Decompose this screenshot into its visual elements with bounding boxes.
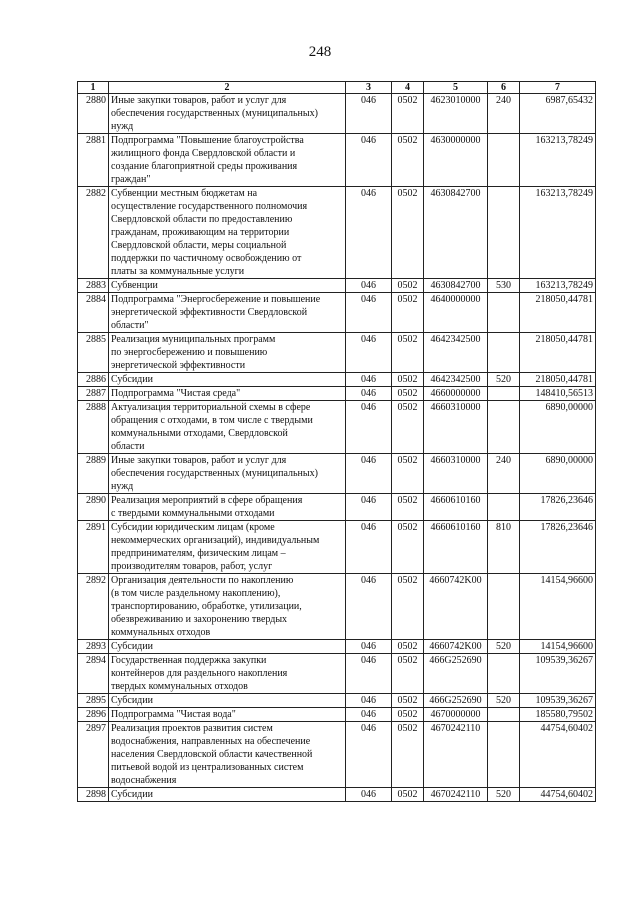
row-section-code: 0502 <box>392 722 424 788</box>
table-row <box>78 134 596 187</box>
row-code-3: 046 <box>346 401 392 454</box>
row-type-code: 520 <box>488 694 520 708</box>
row-amount: 17826,23646 <box>520 494 596 521</box>
row-amount: 109539,36267 <box>520 654 596 694</box>
row-section-code: 0502 <box>392 333 424 373</box>
row-target-code: 4640000000 <box>424 293 488 333</box>
table-row <box>78 722 596 788</box>
row-code-3: 046 <box>346 293 392 333</box>
row-type-code <box>488 654 520 694</box>
row-target-code: 4660310000 <box>424 454 488 494</box>
table-row <box>78 279 596 293</box>
row-section-code: 0502 <box>392 521 424 574</box>
table-row <box>78 373 596 387</box>
table-row <box>78 387 596 401</box>
table-row <box>78 521 596 574</box>
row-section-code: 0502 <box>392 708 424 722</box>
row-type-code <box>488 293 520 333</box>
row-code-3: 046 <box>346 373 392 387</box>
row-type-code: 520 <box>488 788 520 802</box>
table-row <box>78 694 596 708</box>
row-number: 2881 <box>78 134 109 187</box>
column-header-7: 7 <box>520 82 596 94</box>
row-type-code <box>488 387 520 401</box>
row-target-code: 4660742K00 <box>424 574 488 640</box>
row-target-code: 466G252690 <box>424 654 488 694</box>
row-target-code: 4660310000 <box>424 401 488 454</box>
row-amount: 218050,44781 <box>520 293 596 333</box>
row-type-code: 520 <box>488 373 520 387</box>
row-code-3: 046 <box>346 454 392 494</box>
row-target-code: 4660610160 <box>424 494 488 521</box>
table-row <box>78 454 596 494</box>
row-description: Подпрограмма "Чистая вода" <box>109 708 346 722</box>
column-header-5: 5 <box>424 82 488 94</box>
row-section-code: 0502 <box>392 694 424 708</box>
row-amount: 163213,78249 <box>520 279 596 293</box>
row-number: 2883 <box>78 279 109 293</box>
row-type-code <box>488 134 520 187</box>
column-header-3: 3 <box>346 82 392 94</box>
row-number: 2898 <box>78 788 109 802</box>
row-section-code: 0502 <box>392 293 424 333</box>
row-code-3: 046 <box>346 94 392 134</box>
row-description: Субвенции местным бюджетам на осуществление государственного полномочия Свердловской области по предоставлению гражданам, проживающим на территории Свердловской области, меры социальной поддержки по частичному освобождению от платы за коммунальные услуги <box>109 187 346 279</box>
row-number: 2891 <box>78 521 109 574</box>
row-section-code: 0502 <box>392 373 424 387</box>
table-row <box>78 574 596 640</box>
table-row <box>78 94 596 134</box>
row-amount: 6890,00000 <box>520 401 596 454</box>
column-header-6: 6 <box>488 82 520 94</box>
row-section-code: 0502 <box>392 94 424 134</box>
row-description: Субвенции <box>109 279 346 293</box>
row-type-code: 240 <box>488 94 520 134</box>
budget-table <box>77 81 596 802</box>
row-number: 2896 <box>78 708 109 722</box>
row-section-code: 0502 <box>392 574 424 640</box>
row-section-code: 0502 <box>392 454 424 494</box>
row-section-code: 0502 <box>392 654 424 694</box>
row-description: Реализация проектов развития систем водоснабжения, направленных на обеспечение населения Свердловской области качественной питьевой водой из централизованных систем водоснабжения <box>109 722 346 788</box>
row-type-code <box>488 333 520 373</box>
table-row <box>78 708 596 722</box>
row-number: 2884 <box>78 293 109 333</box>
row-target-code: 4670242110 <box>424 722 488 788</box>
table-row <box>78 494 596 521</box>
row-type-code: 810 <box>488 521 520 574</box>
row-number: 2882 <box>78 187 109 279</box>
row-target-code: 4660742K00 <box>424 640 488 654</box>
row-amount: 14154,96600 <box>520 640 596 654</box>
row-number: 2894 <box>78 654 109 694</box>
row-code-3: 046 <box>346 694 392 708</box>
row-number: 2890 <box>78 494 109 521</box>
row-code-3: 046 <box>346 640 392 654</box>
row-code-3: 046 <box>346 708 392 722</box>
row-target-code: 4630842700 <box>424 279 488 293</box>
row-target-code: 466G252690 <box>424 694 488 708</box>
row-number: 2893 <box>78 640 109 654</box>
row-description: Организация деятельности по накоплению (в том числе раздельному накоплению), транспортированию, обработке, утилизации, обезвреживанию и захоронению твердых коммунальных отходов <box>109 574 346 640</box>
row-section-code: 0502 <box>392 788 424 802</box>
row-code-3: 046 <box>346 333 392 373</box>
row-target-code: 4623010000 <box>424 94 488 134</box>
row-target-code: 4630000000 <box>424 134 488 187</box>
row-number: 2886 <box>78 373 109 387</box>
row-description: Подпрограмма "Повышение благоустройства жилищного фонда Свердловской области и создание благоприятной среды проживания граждан" <box>109 134 346 187</box>
row-code-3: 046 <box>346 788 392 802</box>
row-amount: 6987,65432 <box>520 94 596 134</box>
row-amount: 163213,78249 <box>520 187 596 279</box>
row-number: 2889 <box>78 454 109 494</box>
row-number: 2880 <box>78 94 109 134</box>
row-description: Реализация муниципальных программ по энергосбережению и повышению энергетической эффективности <box>109 333 346 373</box>
row-type-code <box>488 187 520 279</box>
table-row <box>78 333 596 373</box>
row-amount: 163213,78249 <box>520 134 596 187</box>
row-code-3: 046 <box>346 654 392 694</box>
row-number: 2885 <box>78 333 109 373</box>
row-code-3: 046 <box>346 387 392 401</box>
table-row <box>78 788 596 802</box>
column-header-1: 1 <box>78 82 109 94</box>
row-description: Государственная поддержка закупки контейнеров для раздельного накопления твердых коммунальных отходов <box>109 654 346 694</box>
row-amount: 6890,00000 <box>520 454 596 494</box>
row-section-code: 0502 <box>392 387 424 401</box>
row-description: Подпрограмма "Чистая среда" <box>109 387 346 401</box>
row-target-code: 4660610160 <box>424 521 488 574</box>
row-type-code: 240 <box>488 454 520 494</box>
row-description: Субсидии <box>109 640 346 654</box>
table-row <box>78 293 596 333</box>
row-section-code: 0502 <box>392 494 424 521</box>
row-number: 2895 <box>78 694 109 708</box>
row-code-3: 046 <box>346 574 392 640</box>
row-description: Субсидии <box>109 373 346 387</box>
row-type-code <box>488 494 520 521</box>
page-number: 248 <box>308 44 332 60</box>
row-description: Субсидии юридическим лицам (кроме некоммерческих организаций), индивидуальным предпринимателям, физическим лицам – производителям товаров, работ, услуг <box>109 521 346 574</box>
row-target-code: 4630842700 <box>424 187 488 279</box>
row-amount: 218050,44781 <box>520 373 596 387</box>
row-description: Субсидии <box>109 694 346 708</box>
row-section-code: 0502 <box>392 187 424 279</box>
row-number: 2888 <box>78 401 109 454</box>
row-amount: 44754,60402 <box>520 788 596 802</box>
row-target-code: 4670242110 <box>424 788 488 802</box>
row-description: Иные закупки товаров, работ и услуг для обеспечения государственных (муниципальных) нужд <box>109 94 346 134</box>
row-target-code: 4670000000 <box>424 708 488 722</box>
table-row <box>78 640 596 654</box>
row-type-code <box>488 401 520 454</box>
row-description: Субсидии <box>109 788 346 802</box>
row-type-code <box>488 722 520 788</box>
row-section-code: 0502 <box>392 134 424 187</box>
row-type-code <box>488 708 520 722</box>
row-code-3: 046 <box>346 187 392 279</box>
row-type-code: 520 <box>488 640 520 654</box>
row-target-code: 4660000000 <box>424 387 488 401</box>
table-row <box>78 654 596 694</box>
header-row <box>78 82 596 94</box>
row-number: 2897 <box>78 722 109 788</box>
row-code-3: 046 <box>346 279 392 293</box>
row-amount: 109539,36267 <box>520 694 596 708</box>
row-amount: 148410,56513 <box>520 387 596 401</box>
row-description: Подпрограмма "Энергосбережение и повышение энергетической эффективности Свердловской области" <box>109 293 346 333</box>
row-section-code: 0502 <box>392 279 424 293</box>
row-description: Иные закупки товаров, работ и услуг для обеспечения государственных (муниципальных) нужд <box>109 454 346 494</box>
row-type-code <box>488 574 520 640</box>
column-header-4: 4 <box>392 82 424 94</box>
row-section-code: 0502 <box>392 640 424 654</box>
row-code-3: 046 <box>346 134 392 187</box>
row-number: 2887 <box>78 387 109 401</box>
table-row <box>78 401 596 454</box>
row-target-code: 4642342500 <box>424 373 488 387</box>
row-amount: 44754,60402 <box>520 722 596 788</box>
row-description: Реализация мероприятий в сфере обращения с твердыми коммунальными отходами <box>109 494 346 521</box>
row-type-code: 530 <box>488 279 520 293</box>
column-header-2: 2 <box>109 82 346 94</box>
row-section-code: 0502 <box>392 401 424 454</box>
row-amount: 218050,44781 <box>520 333 596 373</box>
table-row <box>78 187 596 279</box>
row-description: Актуализация территориальной схемы в сфере обращения с отходами, в том числе с твердыми коммунальными отходами, Свердловской области <box>109 401 346 454</box>
row-amount: 14154,96600 <box>520 574 596 640</box>
row-amount: 17826,23646 <box>520 521 596 574</box>
row-number: 2892 <box>78 574 109 640</box>
row-amount: 185580,79502 <box>520 708 596 722</box>
row-code-3: 046 <box>346 722 392 788</box>
row-target-code: 4642342500 <box>424 333 488 373</box>
row-code-3: 046 <box>346 494 392 521</box>
row-code-3: 046 <box>346 521 392 574</box>
